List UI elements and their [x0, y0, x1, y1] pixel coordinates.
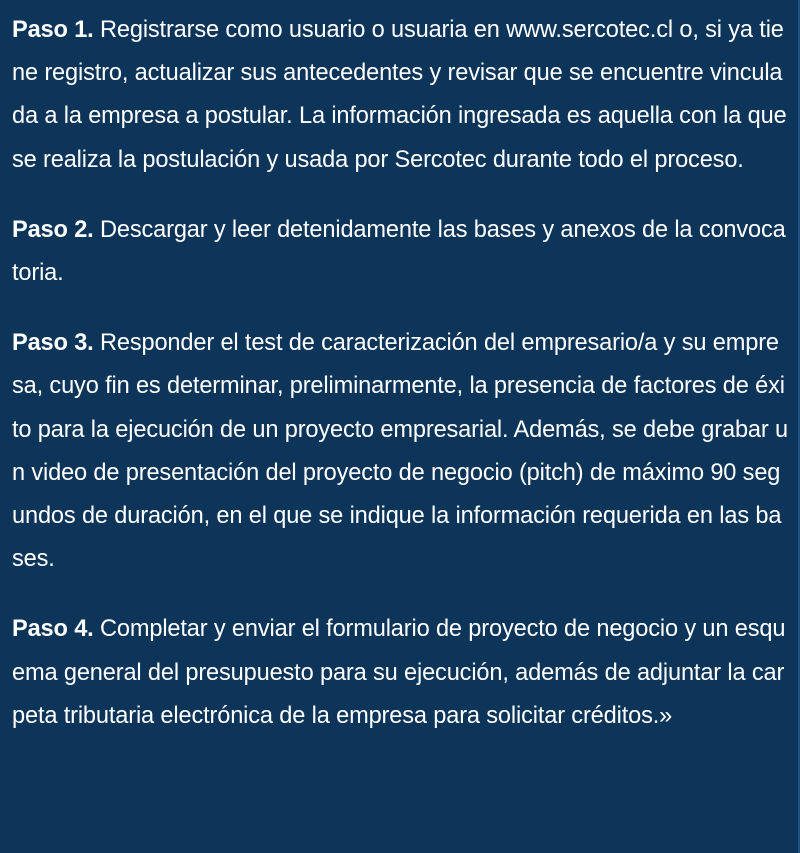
step-2-title: Paso 2.	[12, 216, 94, 243]
step-3-title: Paso 3.	[12, 330, 94, 357]
step-1	[12, 9, 788, 182]
step-4-text: Completar y enviar el formulario de proyecto de negocio y un esquema general del presupuesto para su ejecución, además de adjuntar la carpeta tributaria electrónica de la empresa para solicitar créditos.»	[12, 616, 786, 729]
step-1-title: Paso 1.	[12, 17, 94, 43]
steps-content	[12, 9, 788, 765]
step-1-text: Registrarse como usuario o usuaria en www.sercotec.cl o, si ya tiene registro, actualizar sus antecedentes y revisar que se encuentre vinculada a la empresa a postular. La información ingresada es aquella con la que se realiza la postulación y usada por Sercotec durante todo el proceso.	[12, 17, 787, 173]
step-2-text: Descargar y leer detenidamente las bases y anexos de la convocatoria.	[12, 216, 786, 287]
step-4	[12, 608, 788, 738]
step-3-text: Responder el test de caracterización del empresario/a y su empresa, cuyo fin es determinar, preliminarmente, la presencia de factores de éxito para la ejecución de un proyecto empresarial. Además, se debe grabar un video de presentación del proyecto de negocio (pitch) de máximo 90 segundos de duración, en el que se indique la información requerida en las bases.	[12, 330, 788, 573]
step-3	[12, 322, 788, 581]
step-2	[12, 209, 788, 295]
step-4-title: Paso 4.	[12, 616, 94, 643]
